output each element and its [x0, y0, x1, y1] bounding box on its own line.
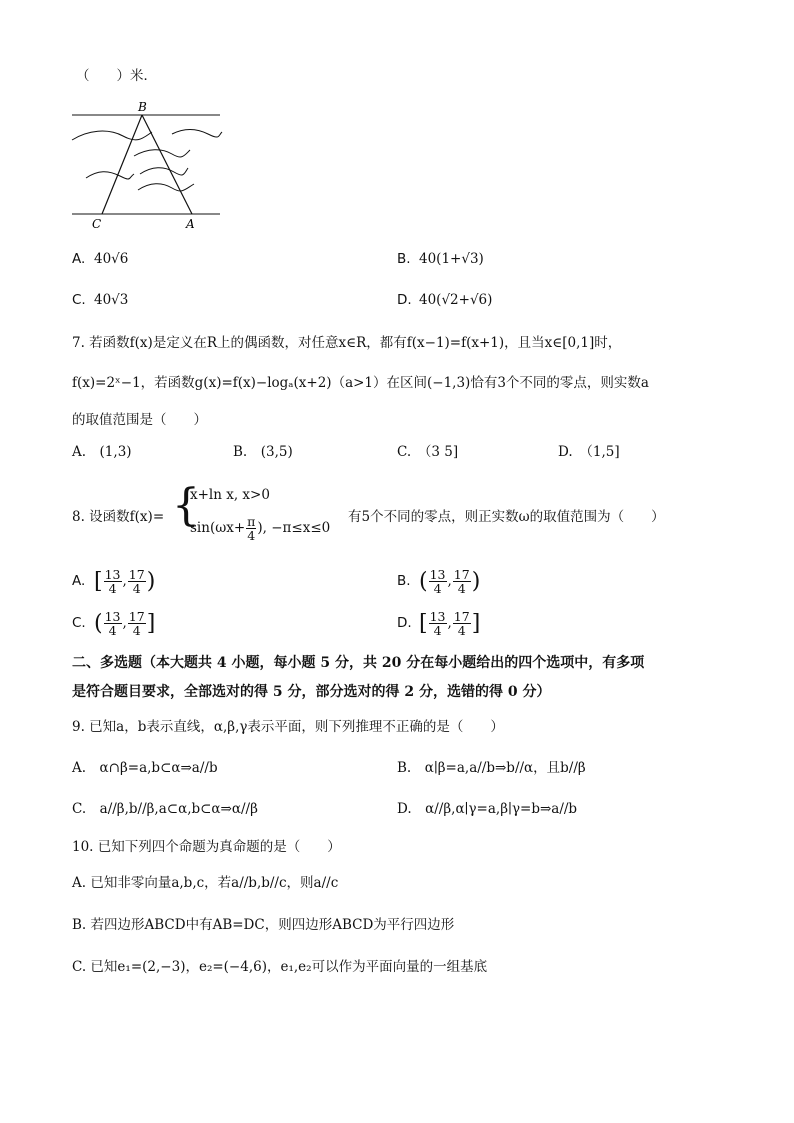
q8-c-frac2	[128, 610, 146, 637]
q6-d-value: 40(√2+√6)	[419, 292, 493, 308]
q8-option-c	[72, 610, 155, 637]
frac-den-4: 4	[247, 528, 256, 543]
q8-d-close: ]	[471, 610, 481, 636]
q9-option-b: B. α∣β=a,a//b⇒b//α，且b//β	[397, 760, 586, 776]
frac-num: 13	[429, 609, 446, 624]
frac-num: 13	[429, 567, 446, 582]
q6-c-value: 40√3	[94, 292, 129, 308]
q6-c-letter: C.	[72, 292, 86, 308]
q8-case2-pre: sin(ωx+	[190, 520, 246, 536]
label-a: A	[186, 217, 195, 231]
frac-den: 4	[108, 581, 117, 596]
frac-den: 4	[433, 623, 442, 638]
water-waves	[72, 130, 222, 191]
q7-option-b: B. (3,5)	[233, 444, 293, 460]
label-c: C	[92, 217, 102, 231]
frac-num: 13	[104, 609, 121, 624]
comma: ,	[447, 573, 452, 589]
q8-case1: x+ln x, x>0	[190, 487, 270, 503]
q8-a-frac1	[104, 568, 122, 595]
q8-c-frac1	[104, 610, 122, 637]
q8-b-frac1	[429, 568, 447, 595]
q9-option-a: A. α∩β=a,b⊂α⇒a//b	[72, 760, 218, 776]
piecewise-brace: {	[172, 480, 200, 531]
pi-over-4-fraction	[246, 515, 256, 542]
q7-option-a: A. (1,3)	[72, 444, 132, 460]
comma: ,	[447, 615, 452, 631]
q8-a-frac2	[128, 568, 146, 595]
q8-option-d	[397, 610, 480, 637]
q9-option-c: C. a//β,b//β,a⊂α,b⊂α⇒α//β	[72, 801, 258, 817]
q8-d-frac1	[429, 610, 447, 637]
frac-den: 4	[132, 623, 141, 638]
q8-b-close: )	[471, 568, 481, 594]
frac-num: 17	[128, 609, 145, 624]
q6-d-letter: D.	[397, 292, 412, 308]
q7-stem-line2: f(x)=2ˣ−1，若函数g(x)=f(x)−logₐ(x+2)（a>1）在区间(−1,3)恰有3个不同的零点，则实数a	[72, 375, 649, 391]
frac-num: 17	[453, 567, 470, 582]
q10-option-a: A. 已知非零向量a,b,c，若a//b,b//c，则a//c	[72, 875, 339, 891]
q7-stem-line3: 的取值范围是（ ）	[72, 412, 207, 428]
q6-a-letter: A.	[72, 251, 86, 267]
comma: ,	[122, 573, 127, 589]
q6-option-d	[397, 291, 492, 309]
q7-option-c: C. （3 5]	[397, 444, 459, 460]
q6-a-value: 40√6	[94, 251, 129, 267]
q8-a-close: )	[146, 568, 156, 594]
q8-b-open: (	[419, 568, 428, 594]
frac-den: 4	[457, 581, 466, 596]
section2-heading-line2: 是符合题目要求，全部选对的得 5 分，部分选对的得 2 分，选错的得 0 分）	[72, 684, 551, 700]
frac-den: 4	[433, 581, 442, 596]
q9-stem: 9. 已知a，b表示直线，α,β,γ表示平面，则下列推理不正确的是（ ）	[72, 719, 504, 735]
q8-prefix: 8. 设函数f(x)=	[72, 509, 165, 525]
q8-b-letter: B.	[397, 573, 411, 589]
q10-option-b: B. 若四边形ABCD中有AB=DC，则四边形ABCD为平行四边形	[72, 917, 455, 933]
q8-c-close: ]	[146, 610, 156, 636]
label-b: B	[138, 100, 147, 114]
q8-d-frac2	[453, 610, 471, 637]
frac-num: 13	[104, 567, 121, 582]
q8-c-letter: C.	[72, 615, 86, 631]
q8-a-open: [	[94, 568, 103, 594]
frac-den: 4	[108, 623, 117, 638]
q9-option-d: D. α//β,α∣γ=a,β∣γ=b⇒a//b	[397, 801, 578, 817]
q8-d-letter: D.	[397, 615, 412, 631]
q10-option-c: C. 已知e₁=(2,−3)，e₂=(−4,6)，e₁,e₂可以作为平面向量的一组基底	[72, 959, 488, 975]
frac-num-pi: π	[247, 514, 256, 529]
river-triangle-figure	[68, 98, 228, 232]
frac-den: 4	[132, 581, 141, 596]
q6-b-letter: B.	[397, 251, 411, 267]
q6-b-value: 40(1+√3)	[419, 251, 484, 267]
frac-den: 4	[457, 623, 466, 638]
q8-a-letter: A.	[72, 573, 86, 589]
section2-heading-line1: 二、多选题（本大题共 4 小题，每小题 5 分，共 20 分在每小题给出的四个选项中，有多项	[72, 655, 645, 671]
q7-stem-line1: 7. 若函数f(x)是定义在R上的偶函数，对任意x∈R，都有f(x−1)=f(x+1)，且当x∈[0,1]时，	[72, 335, 622, 351]
q8-c-open: (	[94, 610, 103, 636]
q8-suffix: 有5个不同的零点，则正实数ω的取值范围为（ ）	[348, 509, 665, 525]
q8-d-open: [	[419, 610, 428, 636]
side-bc	[102, 115, 142, 214]
q10-stem: 10. 已知下列四个命题为真命题的是（ ）	[72, 839, 341, 855]
q8-case2	[190, 515, 330, 542]
q6-option-c	[72, 291, 128, 309]
q8-option-b	[397, 568, 480, 595]
q6-option-b	[397, 250, 484, 268]
q8-option-a	[72, 568, 155, 595]
q6-tail: （ ）米．	[76, 68, 157, 84]
q8-case2-post: ), −π≤x≤0	[257, 520, 331, 536]
comma: ,	[122, 615, 127, 631]
q8-b-frac2	[453, 568, 471, 595]
q6-option-a	[72, 250, 128, 268]
frac-num: 17	[128, 567, 145, 582]
q7-option-d: D. （1,5]	[558, 444, 620, 460]
frac-num: 17	[453, 609, 470, 624]
